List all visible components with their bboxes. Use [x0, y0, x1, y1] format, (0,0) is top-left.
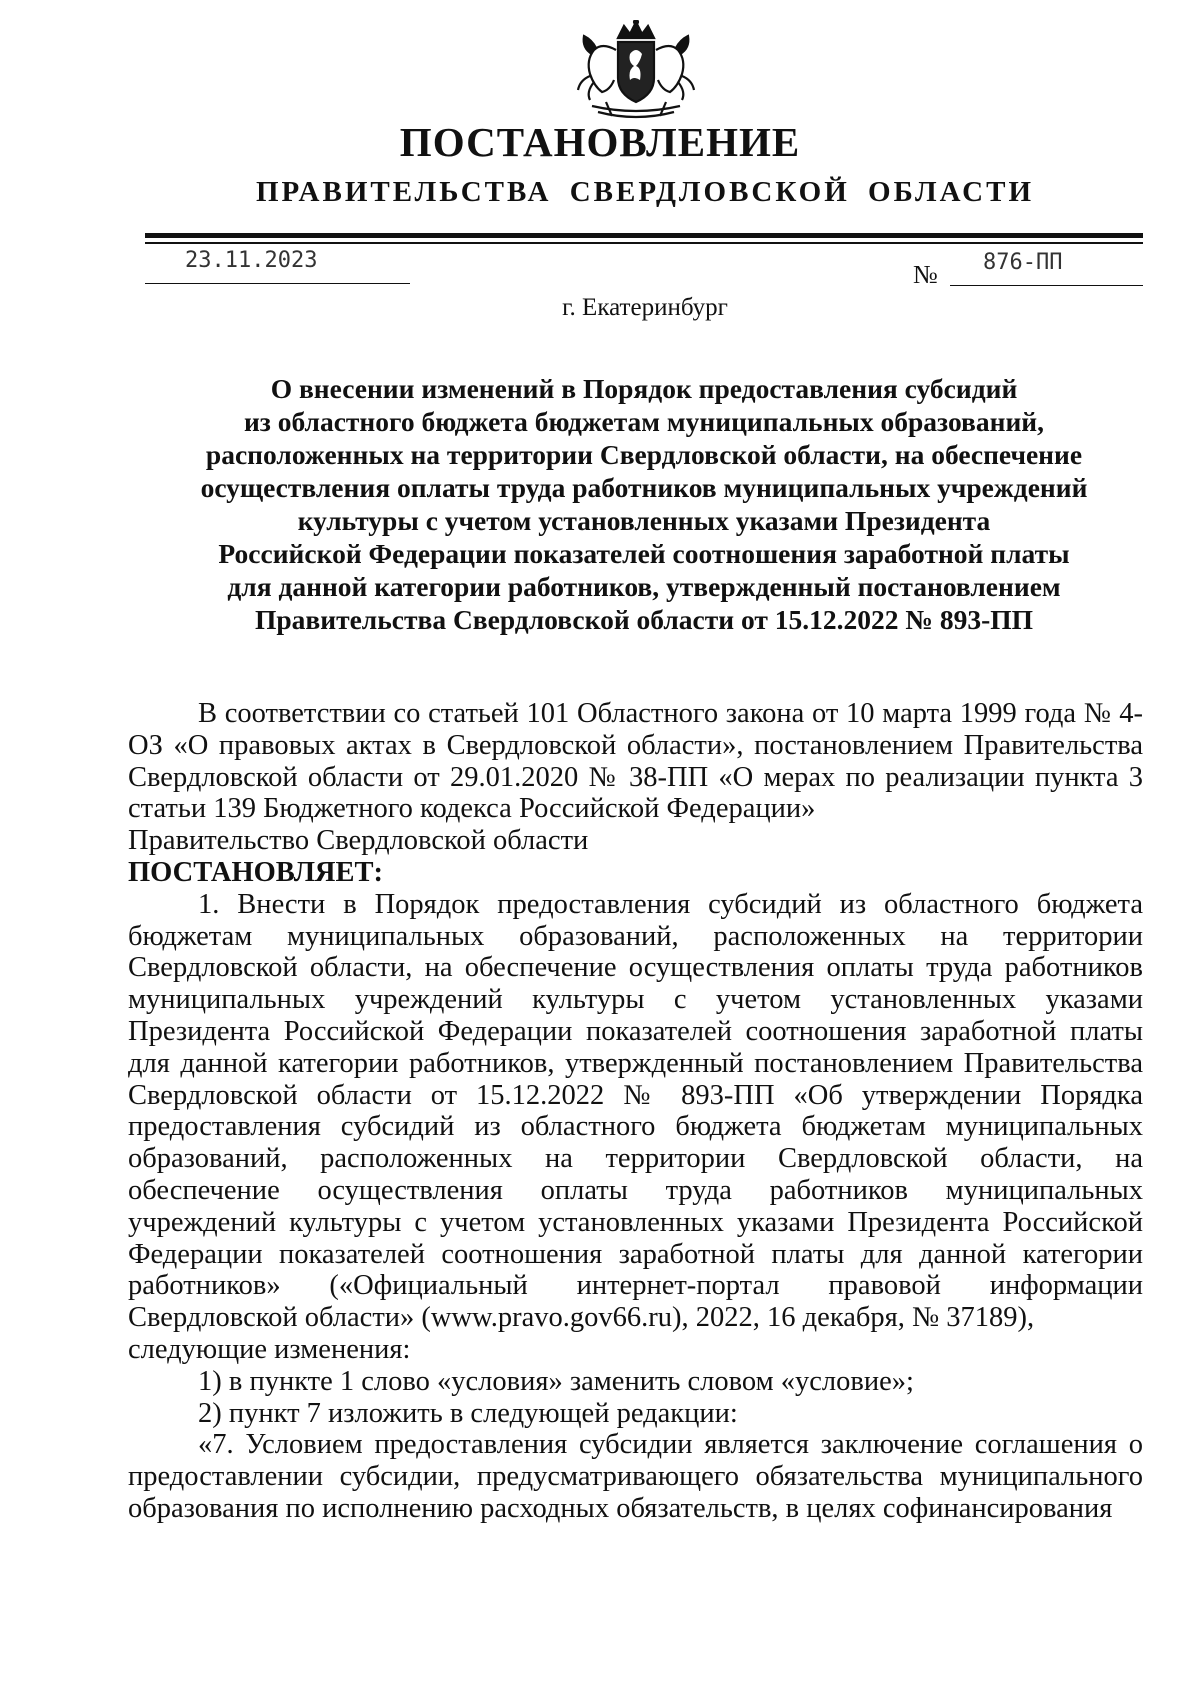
issuer-title: ПРАВИТЕЛЬСТВА СВЕРДЛОВСКОЙ ОБЛАСТИ: [255, 176, 1035, 208]
subject-line: осуществления оплаты труда работников муниципальных учреждений: [200, 472, 1088, 503]
preamble-government: Правительство Свердловской области: [128, 825, 589, 857]
header-rule-thin: [145, 242, 1143, 244]
document-subject: [145, 372, 1143, 636]
document-date: 23.11.2023: [185, 248, 318, 273]
document-city: г. Екатеринбург: [562, 294, 728, 321]
subitem-1: 1) в пункте 1 слово «условия» заменить словом «условие»;: [198, 1365, 914, 1397]
decree-word: ПОСТАНОВЛЯЕТ:: [128, 856, 384, 888]
subject-line: Правительства Свердловской области от 15.12.2022 № 893-ПП: [254, 604, 1034, 635]
preamble-paragraph: В соответствии со статьей 101 Областного закона от 10 марта 1999 года № 4-ОЗ «О правовых актах в Свердловской области», постановлением Правительства Свердловской области от 29.01.2020 № 38-ПП «О мерах по реализации пункта 3 статьи 139 Бюджетного кодекса Российской Федерации»: [128, 698, 1143, 825]
subject-line: О внесении изменений в Порядок предоставления субсидий: [270, 373, 1018, 404]
document-type-title: ПОСТАНОВЛЕНИЕ: [399, 119, 801, 165]
item-1-paragraph: 1. Внести в Порядок предоставления субсидий из областного бюджета бюджетам муниципальных образований, расположенных на территории Свердловской области, на обеспечение осуществления оплаты труда работников муниципальных учреждений культуры с учетом установленных указами Президента Российской Федерации показателей соотношения заработной платы для данной категории работников, утвержденный постановлением Правительства Свердловской области от 15.12.2022 № 893-ПП «Об утверждении Порядка предоставления субсидий из областного бюджета бюджетам муниципальных образований, расположенных на территории Свердловской области, на обеспечение осуществления оплаты труда работников муниципальных учреждений культуры с учетом установленных указами Президента Российской Федерации показателей соотношения заработной платы для данной категории работников» («Официальный интернет-портал правовой информации Свердловской области» (www.pravo.gov66.ru), 2022, 16 декабря, № 37189),: [128, 888, 1143, 1334]
number-sign: №: [913, 260, 938, 289]
coat-of-arms-icon: [572, 20, 700, 124]
item-1-tail: следующие изменения:: [128, 1333, 411, 1365]
quoted-item-7: «7. Условием предоставления субсидии является заключение соглашения о предоставлении субсидии, предусматривающего обязательства муниципального образования по исполнению расходных обязательств, в целях софинансирования: [128, 1429, 1143, 1524]
subject-line: Российской Федерации показателей соотношения заработной платы: [218, 538, 1070, 569]
subject-line: для данной категории работников, утвержденный постановлением: [227, 571, 1061, 602]
subitem-2: 2) пункт 7 изложить в следующей редакции:: [198, 1397, 738, 1429]
document-number: 876-ПП: [983, 250, 1063, 275]
header-rule-thick: [145, 233, 1143, 238]
date-underline: [145, 283, 410, 284]
subject-line: культуры с учетом установленных указами Президента: [297, 505, 991, 536]
number-underline: [950, 285, 1143, 286]
subject-line: расположенных на территории Свердловской области, на обеспечение: [205, 439, 1083, 470]
document-body: [128, 698, 1143, 1525]
subject-line: из областного бюджета бюджетам муниципальных образований,: [243, 406, 1045, 437]
